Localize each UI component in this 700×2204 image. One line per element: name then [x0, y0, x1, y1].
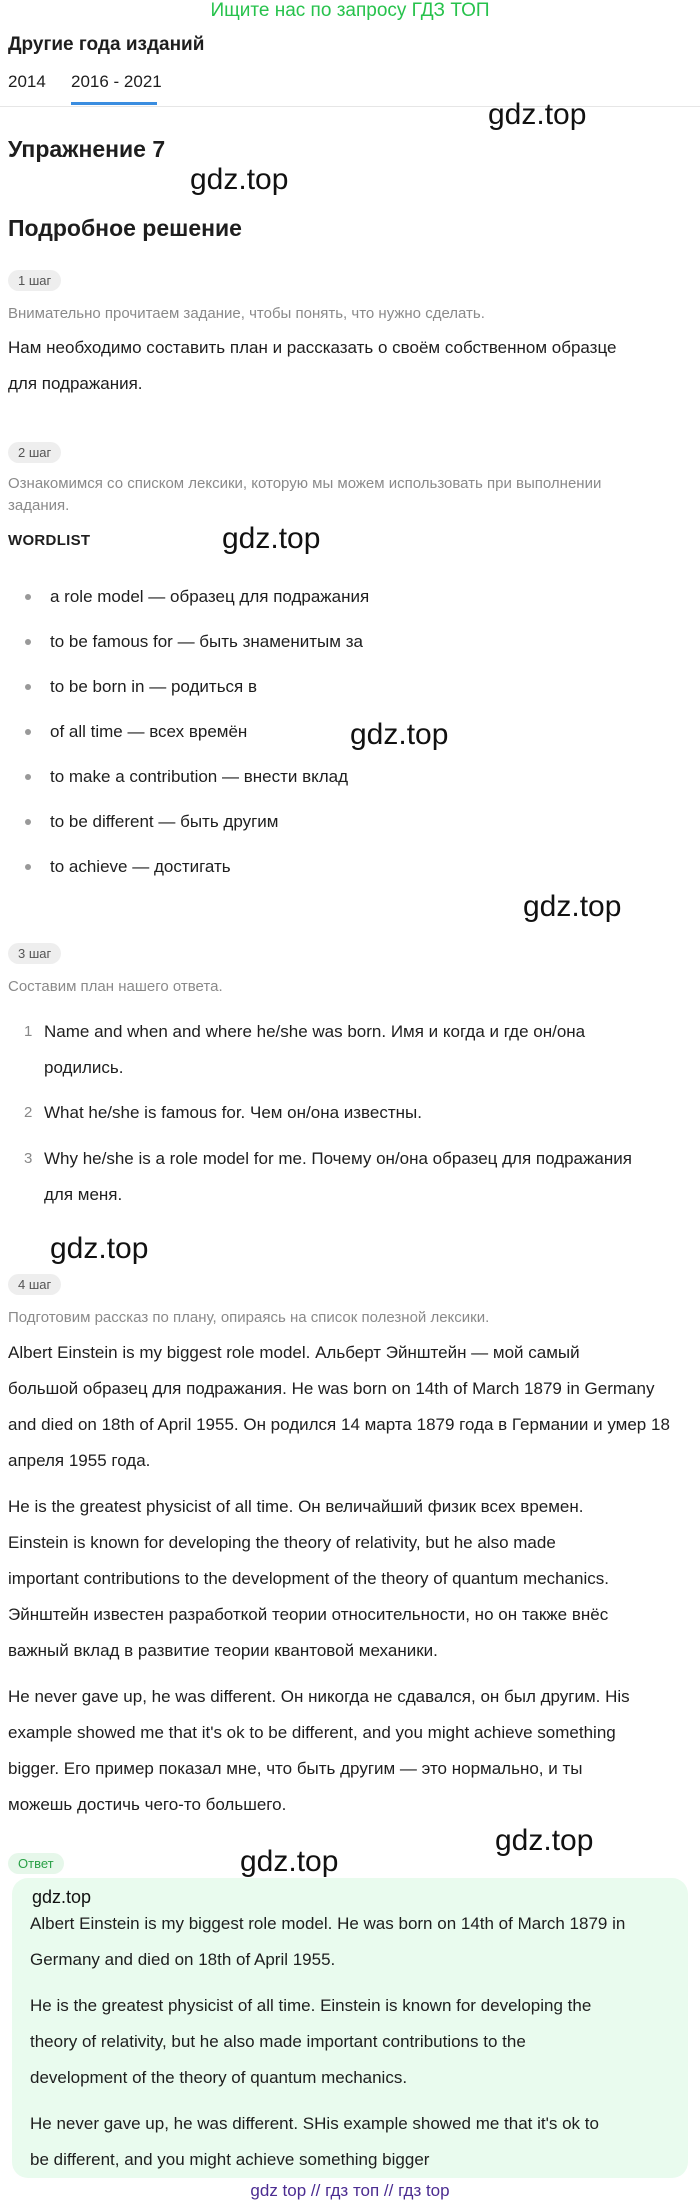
watermark: gdz.top	[50, 1232, 149, 1265]
bullet-icon	[25, 639, 31, 645]
tab-2014[interactable]: 2014	[8, 72, 46, 91]
bullet-icon	[25, 774, 31, 780]
paragraph-line: можешь достичь чего-то большего.	[8, 1795, 287, 1814]
plan-item-line: для меня.	[44, 1185, 123, 1204]
wordlist-item: of all time — всех времён	[50, 722, 248, 741]
wordlist-heading: WORDLIST	[8, 532, 91, 549]
paragraph-line: bigger. Его пример показал мне, что быть другим — это нормально, и ты	[8, 1759, 583, 1778]
bullet-icon	[25, 864, 31, 870]
solution-title: Подробное решение	[8, 215, 242, 241]
step-hint: Составим план нашего ответа.	[8, 978, 223, 995]
step-text-line: Нам необходимо составить план и рассказать о своём собственном образце	[8, 338, 617, 357]
wordlist-item: to be different — быть другим	[50, 812, 279, 831]
tab-2016-2021[interactable]: 2016 - 2021	[71, 72, 162, 91]
wordlist-item: to be famous for — быть знаменитым за	[50, 632, 363, 651]
watermark: gdz.top	[190, 163, 289, 196]
step-text-line: для подражания.	[8, 374, 143, 393]
plan-item-line: What he/she is famous for. Чем он/она известны.	[44, 1103, 422, 1122]
paragraph-line: важный вклад в развитие теории квантовой механики.	[8, 1641, 438, 1660]
answer-line: He never gave up, he was different. SHis example showed me that it's ok to	[30, 2114, 599, 2133]
answer-line: theory of relativity, but he also made important contributions to the	[30, 2032, 526, 2051]
watermark: gdz.top	[488, 98, 587, 131]
plan-item-line: родились.	[44, 1058, 124, 1077]
paragraph-line: Einstein is known for developing the theory of relativity, but he also made	[8, 1533, 556, 1552]
answer-line: be different, and you might achieve something bigger	[30, 2150, 430, 2169]
answer-line: He is the greatest physicist of all time. Einstein is known for developing the	[30, 1996, 592, 2015]
wordlist-item: to achieve — достигать	[50, 857, 231, 876]
watermark: gdz.top	[32, 1887, 92, 1907]
wordlist-item: a role model — образец для подражания	[50, 587, 370, 606]
step-hint: Внимательно прочитаем задание, чтобы понять, что нужно сделать.	[8, 305, 485, 322]
step-badge: 2 шаг	[8, 442, 61, 463]
paragraph-line: Albert Einstein is my biggest role model. Альберт Эйнштейн — мой самый	[8, 1343, 580, 1362]
paragraph-line: example showed me that it's ok to be different, and you might achieve something	[8, 1723, 616, 1742]
bullet-icon	[25, 684, 31, 690]
plan-number: 3	[24, 1150, 33, 1167]
watermark: gdz.top	[523, 890, 622, 923]
plan-item-line: Why he/she is a role model for me. Почему он/она образец для подражания	[44, 1149, 632, 1168]
bullet-icon	[25, 819, 31, 825]
watermark: gdz.top	[350, 718, 449, 751]
step-badge: 3 шаг	[8, 943, 61, 964]
exercise-title: Упражнение 7	[8, 136, 166, 162]
search-banner[interactable]: Ищите нас по запросу ГДЗ ТОП	[210, 0, 490, 21]
footer-links[interactable]: gdz top // гдз топ // гдз top	[250, 2181, 450, 2200]
plan-number: 2	[24, 1104, 33, 1121]
paragraph-line: He never gave up, he was different. Он никогда не сдавался, он был другим. His	[8, 1687, 630, 1706]
paragraph-line: апреля 1955 года.	[8, 1451, 151, 1470]
plan-number: 1	[24, 1023, 33, 1040]
watermark: gdz.top	[222, 522, 321, 555]
bullet-icon	[25, 594, 31, 600]
paragraph-line: important contributions to the development of the theory of quantum mechanics.	[8, 1569, 610, 1588]
step-hint: задания.	[8, 497, 70, 514]
step-hint: Подготовим рассказ по плану, опираясь на список полезной лексики.	[8, 1309, 490, 1326]
paragraph-line: He is the greatest physicist of all time. Он величайший физик всех времен.	[8, 1497, 584, 1516]
answer-line: Germany and died on 18th of April 1955.	[30, 1950, 336, 1969]
wordlist-item: to make a contribution — внести вклад	[50, 767, 349, 786]
active-tab-indicator	[71, 102, 157, 105]
step-badge: 4 шаг	[8, 1274, 61, 1295]
plan-item-line: Name and when and where he/she was born. Имя и когда и где он/она	[44, 1022, 586, 1041]
other-years-title: Другие года изданий	[8, 34, 205, 55]
tabs-divider	[0, 106, 700, 107]
step-badge: 1 шаг	[8, 270, 61, 291]
paragraph-line: большой образец для подражания. He was born on 14th of March 1879 in Germany	[8, 1379, 655, 1398]
answer-badge: Ответ	[8, 1853, 64, 1874]
watermark: gdz.top	[240, 1845, 339, 1878]
paragraph-line: Эйнштейн известен разработкой теории относительности, но он также внёс	[8, 1605, 609, 1624]
step-hint: Ознакомимся со списком лексики, которую мы можем использовать при выполнении	[8, 475, 602, 492]
watermark: gdz.top	[495, 1824, 594, 1857]
wordlist-item: to be born in — родиться в	[50, 677, 258, 696]
bullet-icon	[25, 729, 31, 735]
answer-line: Albert Einstein is my biggest role model. He was born on 14th of March 1879 in	[30, 1914, 626, 1933]
paragraph-line: and died on 18th of April 1955. Он родился 14 марта 1879 года в Германии и умер 18	[8, 1415, 670, 1434]
answer-line: development of the theory of quantum mechanics.	[30, 2068, 408, 2087]
